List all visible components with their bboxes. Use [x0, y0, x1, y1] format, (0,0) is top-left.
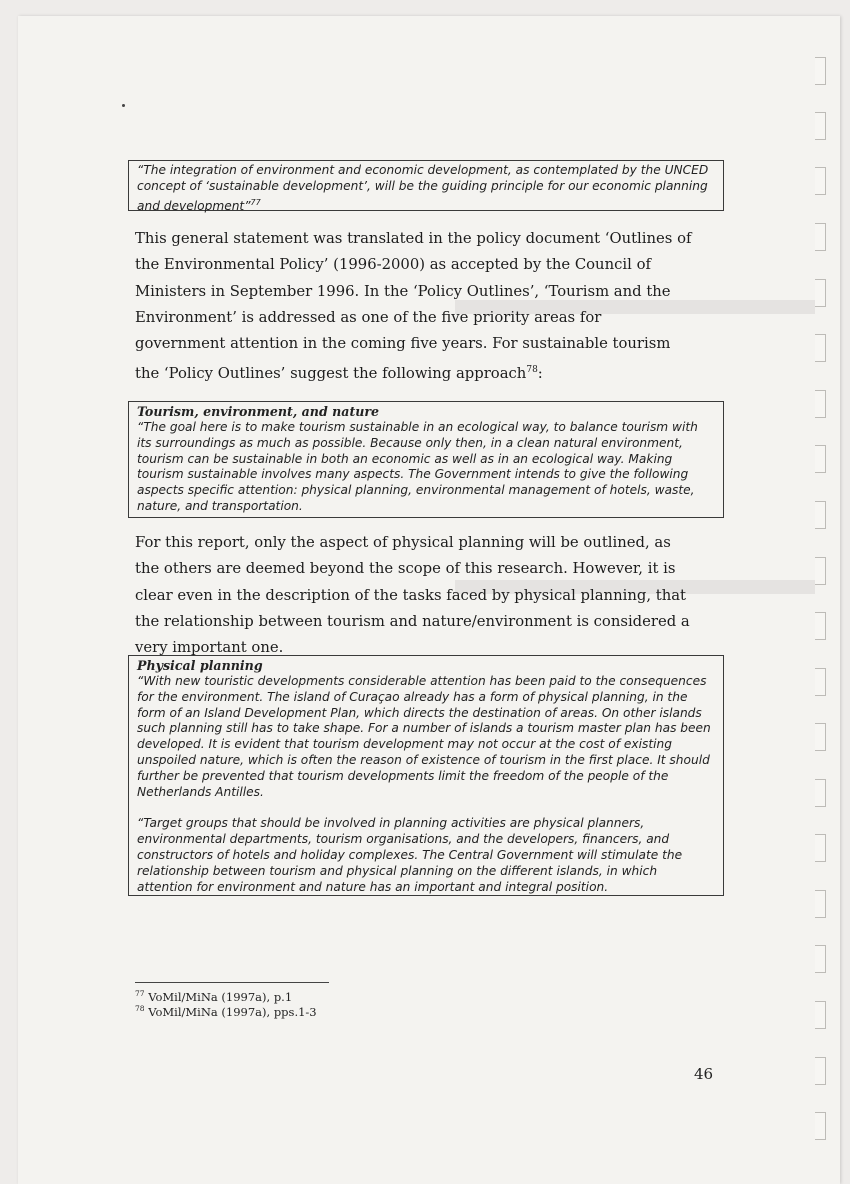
- footnote-77-text: VoMil/MiNa (1997a), p.1: [148, 989, 293, 1004]
- binding-hole: [815, 223, 826, 251]
- paragraph-physical-planning-intro-text: For this report, only the aspect of physical planning will be outlined, as the others are deemed beyond the scope of this research. However, it is clear even in the description of the tasks faced by physical planning, that the relationship between tourism and nature/environment is considered a very important one.: [135, 534, 690, 657]
- paragraph-physical-planning-intro: [135, 530, 695, 661]
- unced-quote-box: [128, 160, 724, 211]
- binding-hole: [815, 390, 826, 418]
- physical-planning-box-text-1: “With new touristic developments considerable attention has been paid to the consequences for the environment. The island of Curaçao already has a form of physical planning, in the form of an Island Development Plan, which directs the destination of areas. On other islands such planning still has to take shape. For a number of islands a tourism master plan has been developed. It is evident that tourism development may not occur at the cost of existing unspoiled nature, which is often the reason of existence of tourism in the first place. It should further be prevented that tourism developments limit the freedom of the people of the Netherlands Antilles.: [137, 674, 711, 799]
- physical-planning-box: [128, 655, 724, 896]
- binding-hole: [815, 834, 826, 862]
- binding-hole: [815, 612, 826, 640]
- unced-quote-text: “The integration of environment and economic development, as contemplated by the UNCED concept of ‘sustainable development’, will be the guiding principle for our economic planning and development”: [137, 163, 709, 213]
- paragraph-policy-outlines: [135, 226, 695, 388]
- tourism-box-title: Tourism, environment, and nature: [137, 404, 380, 419]
- binding-hole: [815, 723, 826, 751]
- binding-hole: [815, 668, 826, 696]
- binding-hole: [815, 279, 826, 307]
- binding-hole: [815, 1057, 826, 1085]
- paragraph-policy-outlines-text: This general statement was translated in the policy document ‘Outlines of the Environmental Policy’ (1996-2000) as accepted by the Council of Ministers in September 1996. In the ‘Policy Outlines’, ‘Tourism and the Environment’ is addressed as one of the five priority areas for government attention in the coming five years. For sustainable tourism the ‘Policy Outlines’ suggest the following approach: [135, 230, 692, 383]
- footnote-ref-77[interactable]: 77: [250, 197, 261, 207]
- tourism-environment-box: [128, 401, 724, 518]
- binding-hole: [815, 112, 826, 140]
- footnote-ref-78[interactable]: 78: [526, 365, 538, 376]
- footnote-77-number: 77: [135, 989, 145, 998]
- footnote-78-text: VoMil/MiNa (1997a), pps.1-3: [148, 1004, 317, 1019]
- binding-hole: [815, 334, 826, 362]
- binding-hole: [815, 445, 826, 473]
- binding-hole: [815, 557, 826, 585]
- physical-planning-box-text-2: “Target groups that should be involved in planning activities are physical planners, environmental departments, tourism organisations, and the developers, financers, and constructors of hotels and holiday complexes. The Central Government will stimulate the relationship between tourism and physical planning on the different islands, in which attention for environment and nature has an important and integral position.: [137, 816, 683, 894]
- stray-mark: [122, 104, 125, 107]
- binding-hole: [815, 890, 826, 918]
- page-number: 46: [694, 1065, 714, 1083]
- binding-hole: [815, 1001, 826, 1029]
- footnote-77: [135, 989, 292, 1004]
- tourism-box-text: “The goal here is to make tourism sustainable in an ecological way, to balance tourism with its surroundings as much as possible. Because only then, in a clean natural environment, tourism can be sustainable in both an economic as well as in an ecological way. Making tourism sustainable involves many aspects. The Government intends to give the following aspects specific attention: physical planning, environmental management of hotels, waste, nature, and transportation.: [137, 420, 698, 513]
- binding-hole: [815, 1112, 826, 1140]
- footnote-divider: [135, 982, 329, 983]
- footnote-78-number: 78: [135, 1004, 145, 1013]
- binding-hole: [815, 167, 826, 195]
- footnote-78: [135, 1004, 317, 1019]
- binding-hole: [815, 945, 826, 973]
- physical-planning-box-title: Physical planning: [137, 658, 263, 673]
- binding-hole: [815, 501, 826, 529]
- binding-hole: [815, 57, 826, 85]
- binding-hole: [815, 779, 826, 807]
- paragraph-tail: :: [537, 365, 543, 383]
